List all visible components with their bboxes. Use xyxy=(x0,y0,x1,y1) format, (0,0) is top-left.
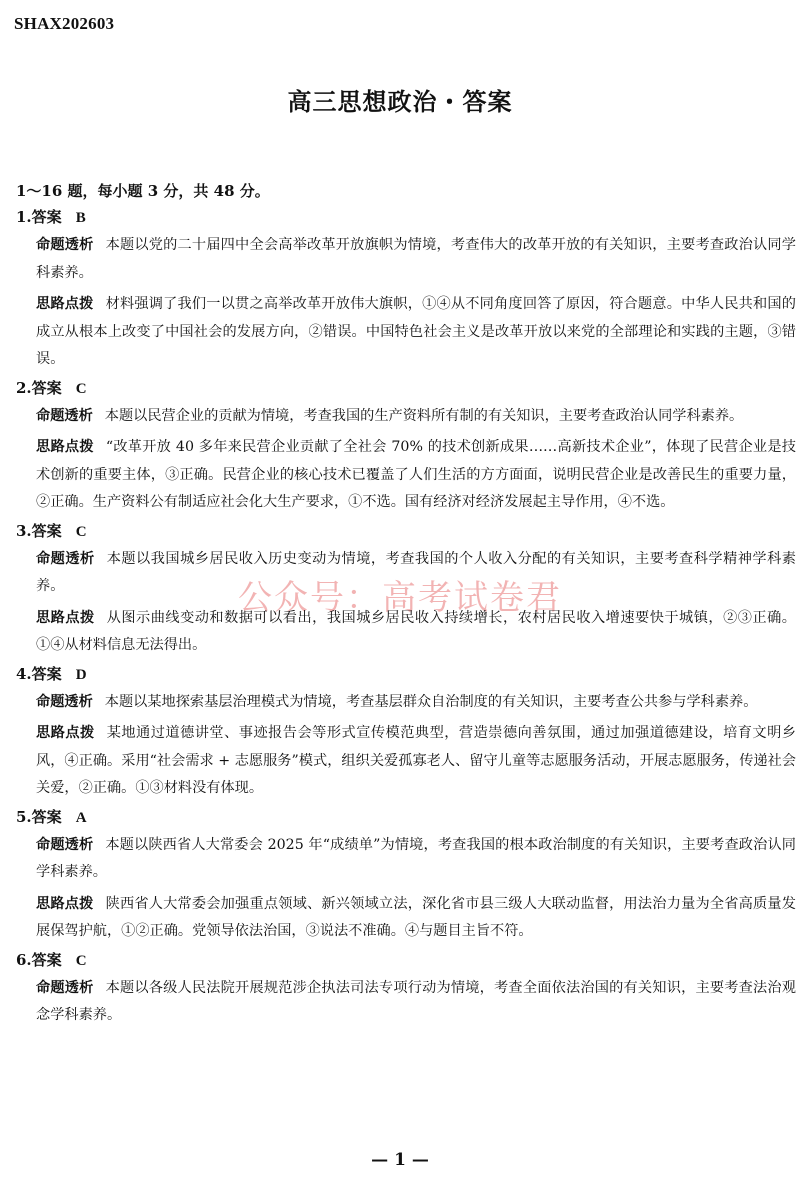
analysis-paragraph xyxy=(36,832,796,887)
analysis-paragraph xyxy=(36,689,796,717)
answer-label: 答案 xyxy=(31,950,62,969)
analysis-label: 命题透析 xyxy=(36,693,93,710)
hint-text: 从图示曲线变动和数据可以看出，我国城乡居民收入持续增长，农村居民收入增速要快于城镇，②③正确。①④从材料信息无法得出。 xyxy=(36,609,796,653)
hint-text: 某地通过道德讲堂、事迹报告会等形式宣传模范典型，营造崇德向善氛围，通过加强道德建设，培育文明乡风，④正确。采用“社会需求 + 志愿服务”模式，组织关爱孤寡老人、留守儿童等志愿服务活动，开展志愿服务，传递社会关爱，②正确。①③材料没有体现。 xyxy=(36,725,796,796)
analysis-paragraph xyxy=(36,546,796,601)
analysis-label: 命题透析 xyxy=(36,836,94,853)
answer-value: A xyxy=(75,809,87,826)
question-6 xyxy=(16,950,796,1030)
question-list xyxy=(16,205,796,1034)
page-number: — 1 — xyxy=(371,1150,429,1170)
page-title: 高三思想政治・答案 xyxy=(287,88,513,116)
answer-value: C xyxy=(75,380,87,397)
hint-paragraph xyxy=(36,434,796,517)
analysis-text: 本题以民营企业的贡献为情境，考查我国的生产资料所有制的有关知识，主要考查政治认同学科素养。 xyxy=(104,407,744,424)
hint-label: 思路点拨 xyxy=(36,725,95,741)
question-number: 6. xyxy=(16,950,32,969)
question-header xyxy=(16,807,786,828)
watermark: 公众号：高考试卷君 xyxy=(238,578,562,618)
question-header xyxy=(16,378,786,399)
question-1 xyxy=(16,207,796,374)
section-intro: 1～16 题，每小题 3 分，共 48 分。 xyxy=(16,182,270,200)
question-number: 1. xyxy=(16,208,32,226)
analysis-label: 命题透析 xyxy=(36,407,93,424)
hint-paragraph xyxy=(36,720,796,803)
hint-paragraph xyxy=(36,605,796,660)
hint-text: “改革开放 40 多年来民营企业贡献了全社会 70% 的技术创新成果……高新技术企业”，体现了民营企业是技术创新的重要主体，③正确。民营企业的核心技术已覆盖了人们生活的方方面面，说明民营企业是改善民生的重要力量，②正确。生产资料公有制适应社会化大生产要求，①不选。国有经济对经济发展起主导作用，④不选。 xyxy=(36,439,796,510)
analysis-text: 本题以陕西省人大常委会 2025 年“成绩单”为情境，考查我国的根本政治制度的有关知识，主要考查政治认同学科素养。 xyxy=(36,836,796,880)
analysis-text: 本题以党的二十届四中全会高举改革开放旗帜为情境，考查伟大的改革开放的有关知识，主要考查政治认同学科素养。 xyxy=(36,237,796,281)
analysis-paragraph xyxy=(36,975,796,1030)
question-header xyxy=(16,664,786,685)
analysis-paragraph xyxy=(36,232,796,287)
question-header xyxy=(16,521,786,542)
answer-label: 答案 xyxy=(31,208,62,226)
question-4 xyxy=(16,664,796,803)
question-header xyxy=(16,207,786,228)
analysis-label: 命题透析 xyxy=(36,237,94,253)
hint-label: 思路点拨 xyxy=(36,439,94,455)
answer-value: C xyxy=(75,952,87,969)
question-number: 3. xyxy=(16,521,32,540)
question-header xyxy=(16,950,786,971)
question-number: 2. xyxy=(16,378,32,397)
answer-label: 答案 xyxy=(31,378,62,397)
hint-text: 陕西省人大常委会加强重点领域、新兴领域立法，深化省市县三级人大联动监督，用法治力量为全省高质量发展保驾护航，①②正确。党领导依法治国，③说法不准确。④与题目主旨不符。 xyxy=(36,895,796,939)
question-number: 5. xyxy=(16,807,32,826)
analysis-label: 命题透析 xyxy=(36,550,95,567)
document-code: SHAX202603 xyxy=(14,14,115,33)
analysis-paragraph xyxy=(36,403,796,431)
hint-label: 思路点拨 xyxy=(36,895,94,912)
answer-label: 答案 xyxy=(31,521,62,540)
question-3 xyxy=(16,521,796,660)
answer-value: D xyxy=(75,666,87,683)
hint-text: 材料强调了我们一以贯之高举改革开放伟大旗帜，①④从不同角度回答了原因，符合题意。中华人民共和国的成立从根本上改变了中国社会的发展方向，②错误。中国特色社会主义是改革开放以来党的全部理论和实践的主题，③错误。 xyxy=(36,296,796,367)
analysis-text: 本题以各级人民法院开展规范涉企执法司法专项行动为情境，考查全面依法治国的有关知识，主要考查法治观念学科素养。 xyxy=(36,979,796,1023)
answer-label: 答案 xyxy=(31,664,62,683)
question-2 xyxy=(16,378,796,517)
answer-value: C xyxy=(75,523,87,540)
answer-value: B xyxy=(75,210,86,226)
question-number: 4. xyxy=(16,664,32,683)
analysis-text: 本题以某地探索基层治理模式为情境，考查基层群众自治制度的有关知识，主要考查公共参与学科素养。 xyxy=(104,693,758,710)
question-5 xyxy=(16,807,796,946)
hint-label: 思路点拨 xyxy=(36,609,95,626)
answer-label: 答案 xyxy=(31,807,62,826)
analysis-text: 本题以我国城乡居民收入历史变动为情境，考查我国的个人收入分配的有关知识，主要考查科学精神学科素养。 xyxy=(36,550,796,594)
hint-paragraph xyxy=(36,291,796,374)
hint-paragraph xyxy=(36,891,796,946)
analysis-label: 命题透析 xyxy=(36,979,94,996)
hint-label: 思路点拨 xyxy=(36,296,94,312)
